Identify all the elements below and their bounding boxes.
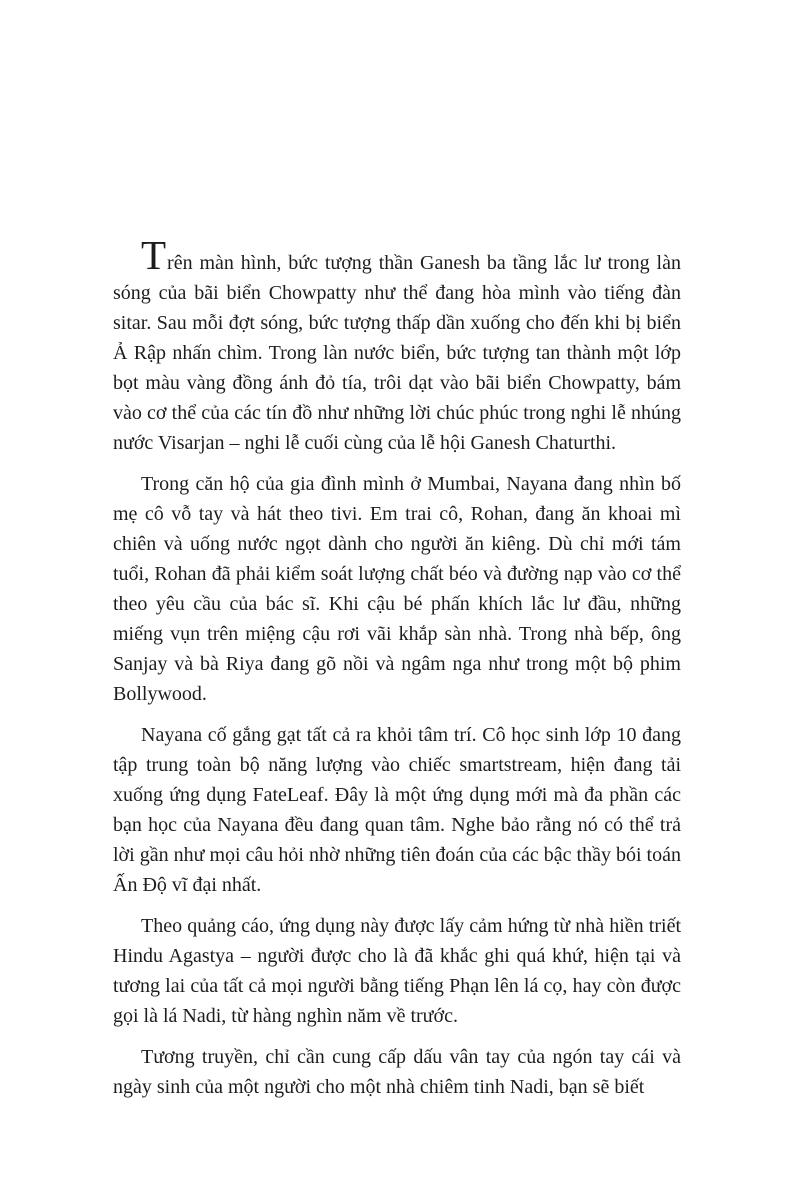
paragraph: Nayana cố gắng gạt tất cả ra khỏi tâm trí. Cô học sinh lớp 10 đang tập trung toàn bộ năng lượng vào chiếc smartstream, hiện đang tải xuống ứng dụng FateLeaf. Đây là một ứng dụng mới mà đa phần các bạn học của Nayana đều đang quan tâm. Nghe bảo rằng nó có thể trả lời gần như mọi câu hỏi nhờ những tiên đoán của các bậc thầy bói toán Ấn Độ vĩ đại nhất. — [113, 724, 681, 896]
paragraph — [113, 232, 681, 458]
paragraph-text: rên màn hình, bức tượng thần Ganesh ba tầng lắc lư trong làn sóng của bãi biển Chowpatty như thể đang hòa mình vào tiếng đàn sitar. Sau mỗi đợt sóng, bức tượng thấp dần xuống cho đến khi bị biển Ả Rập nhấn chìm. Trong làn nước biển, bức tượng tan thành một lớp bọt màu vàng đồng ánh đỏ tía, trôi dạt vào bãi biển Chowpatty, bám vào cơ thể của các tín đồ như những lời chúc phúc trong nghi lễ nhúng nước Visarjan – nghi lễ cuối cùng của lễ hội Ganesh Chaturthi. — [113, 252, 681, 454]
paragraph: Theo quảng cáo, ứng dụng này được lấy cảm hứng từ nhà hiền triết Hindu Agastya – người được cho là đã khắc ghi quá khứ, hiện tại và tương lai của tất cả mọi người bằng tiếng Phạn lên lá cọ, hay còn được gọi là lá Nadi, từ hàng nghìn năm về trước. — [113, 915, 681, 1027]
paragraph: Tương truyền, chỉ cần cung cấp dấu vân tay của ngón tay cái và ngày sinh của một người cho một nhà chiêm tinh Nadi, bạn sẽ biết — [113, 1046, 681, 1098]
paragraph: Trong căn hộ của gia đình mình ở Mumbai, Nayana đang nhìn bố mẹ cô vỗ tay và hát theo tivi. Em trai cô, Rohan, đang ăn khoai mì chiên và uống nước ngọt dành cho người ăn kiêng. Dù chỉ mới tám tuổi, Rohan đã phải kiểm soát lượng chất béo và đường nạp vào cơ thể theo yêu cầu của bác sĩ. Khi cậu bé phấn khích lắc lư đầu, những miếng vụn trên miệng cậu rơi vãi khắp sàn nhà. Trong nhà bếp, ông Sanjay và bà Riya đang gõ nồi và ngâm nga như trong một bộ phim Bollywood. — [113, 473, 681, 705]
raised-cap-initial: T — [141, 232, 168, 278]
text-block — [113, 232, 681, 1102]
